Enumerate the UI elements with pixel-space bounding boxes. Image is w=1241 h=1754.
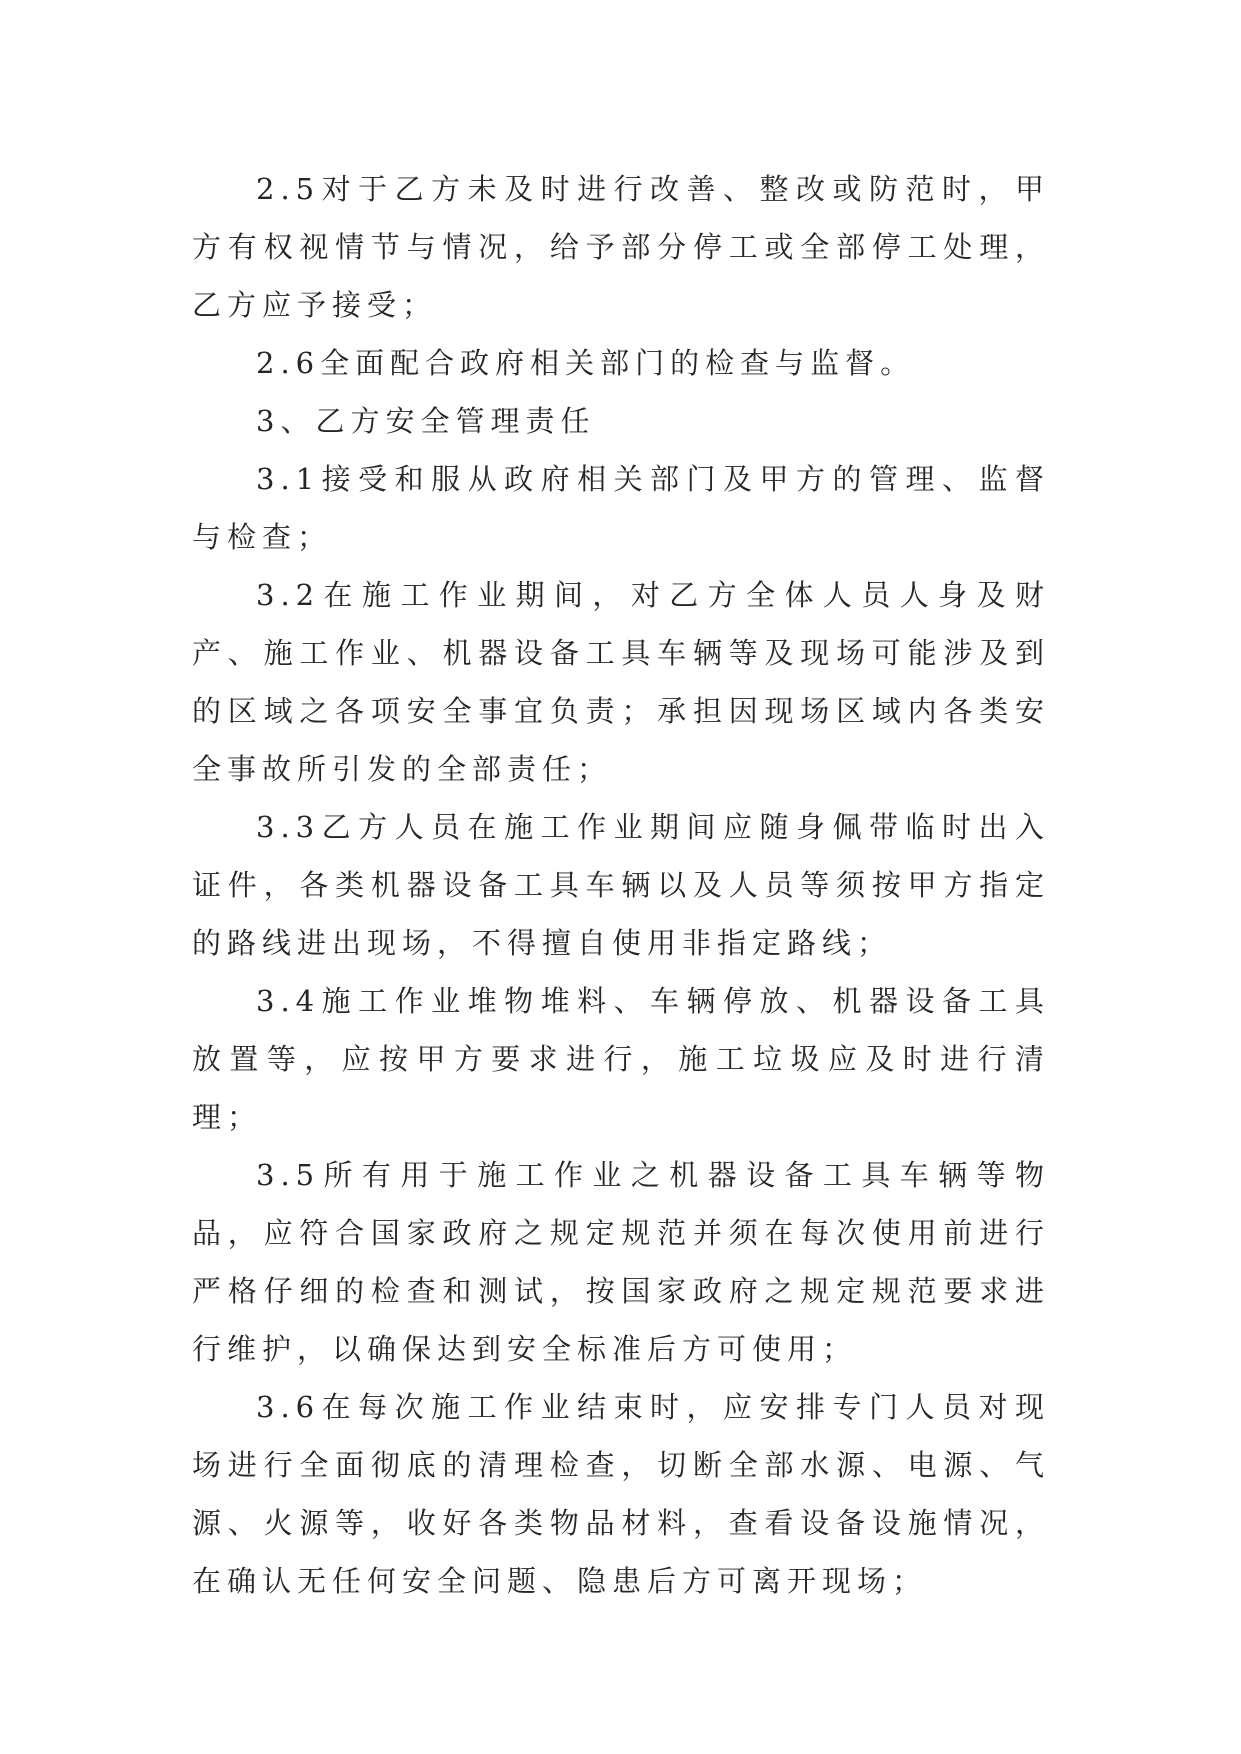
paragraph-3-1: 3.1接受和服从政府相关部门及甲方的管理、监督与检查； (192, 462, 1050, 554)
paragraph-3-4: 3.4施工作业堆物堆料、车辆停放、机器设备工具放置等，应按甲方要求进行，施工垃圾应及时进行清理； (192, 984, 1050, 1134)
paragraph-3-6: 3.6在每次施工作业结束时，应安排专门人员对现场进行全面彻底的清理检查，切断全部水源、电源、气源、火源等，收好各类物品材料，查看设备设施情况，在确认无任何安全问题、隐患后方可离开现场； (192, 1390, 1050, 1598)
paragraph-2-5: 2.5对于乙方未及时进行改善、整改或防范时，甲方有权视情节与情况，给予部分停工或全部停工处理，乙方应予接受； (192, 172, 1050, 322)
paragraph-2-6: 2.6全面配合政府相关部门的检查与监督。 (256, 346, 916, 380)
section-heading-3: 3、乙方安全管理责任 (256, 404, 596, 438)
paragraph-3-2: 3.2在施工作业期间，对乙方全体人员人身及财产、施工作业、机器设备工具车辆等及现场可能涉及到的区域之各项安全事宜负责；承担因现场区域内各类安全事故所引发的全部责任； (192, 578, 1050, 786)
document-body (192, 160, 1050, 1610)
paragraph-3-5: 3.5所有用于施工作业之机器设备工具车辆等物品，应符合国家政府之规定规范并须在每次使用前进行严格仔细的检查和测试，按国家政府之规定规范要求进行维护，以确保达到安全标准后方可使用； (192, 1158, 1050, 1366)
paragraph-3-3: 3.3乙方人员在施工作业期间应随身佩带临时出入证件，各类机器设备工具车辆以及人员等须按甲方指定的路线进出现场，不得擅自使用非指定路线； (192, 810, 1050, 960)
